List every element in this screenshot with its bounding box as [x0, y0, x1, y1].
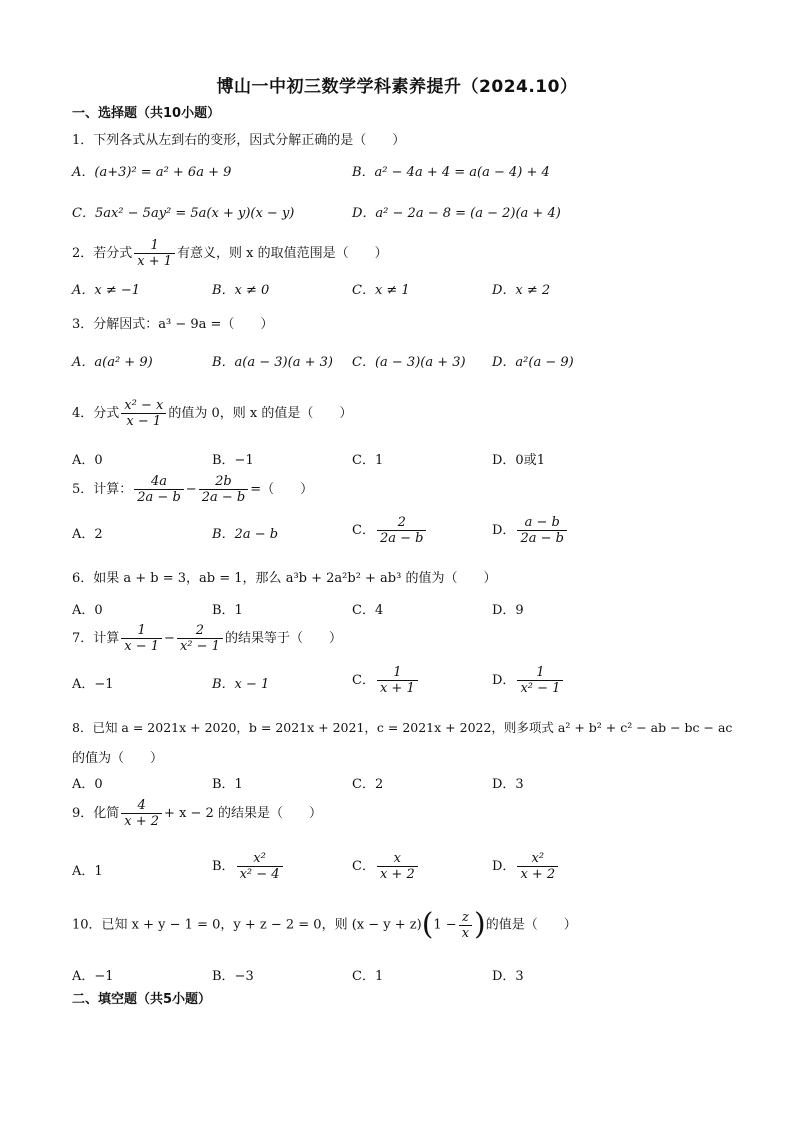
q5-frac2-den: 2a − b: [201, 490, 246, 505]
q5-fraction-2: [199, 475, 249, 504]
q5-optc-num: 2: [377, 516, 427, 531]
q9-optd-den: x + 2: [520, 867, 556, 882]
q5-stem-post: =（ ）: [250, 482, 314, 497]
q3-option-d: D．a²(a − 9): [492, 355, 574, 370]
q7-frac1-den: x − 1: [124, 639, 160, 654]
q5-frac1-den: 2a − b: [137, 490, 181, 505]
q5-option-a: A．2: [72, 527, 103, 542]
question-3-stem: 3．分解因式：a³ − 9a =（ ）: [72, 317, 274, 332]
q2-option-d: D．x ≠ 2: [492, 283, 551, 298]
q7-frac1-num: 1: [121, 624, 162, 639]
q1-option-d: D．a² − 2a − 8 = (a − 2)(a + 4): [352, 206, 561, 221]
q9-option-b: [212, 852, 285, 881]
q3-option-b: B．a(a − 3)(a + 3): [212, 355, 333, 370]
q9-optd-num: x²: [517, 852, 558, 867]
q5-option-c-label: C．: [352, 523, 375, 538]
q3-option-a: A．a(a² + 9): [72, 355, 153, 370]
q7-fraction-1: [121, 624, 162, 653]
q7-optd-num: 1: [517, 666, 563, 681]
q2-frac-den: x + 1: [137, 254, 173, 269]
q7-option-c-label: C．: [352, 673, 375, 688]
q9-option-d-label: D．: [492, 859, 516, 874]
q6-option-a: A．0: [72, 603, 103, 618]
q2-option-a: A．x ≠ −1: [72, 283, 141, 298]
q7-option-c-fraction: [377, 666, 418, 695]
q9-option-c: [352, 852, 420, 881]
q8-option-c: C．2: [352, 777, 384, 792]
question-10-stem: [72, 907, 577, 942]
q5-minus: −: [185, 482, 197, 497]
q4-option-a: A．0: [72, 453, 103, 468]
q7-fraction-2: [177, 624, 223, 653]
q7-optc-num: 1: [377, 666, 418, 681]
q9-option-c-fraction: [377, 852, 418, 881]
q5-option-d-fraction: [517, 516, 567, 545]
q7-optc-den: x + 1: [379, 681, 415, 696]
q10-frac-num: z: [459, 911, 472, 926]
q9-option-d-fraction: [517, 852, 558, 881]
q5-option-c: [352, 516, 428, 545]
q7-frac2-den: x² − 1: [179, 639, 220, 654]
q9-option-d: [492, 852, 560, 881]
q4-frac-num: x² − x: [121, 399, 166, 414]
q9-option-b-fraction: [237, 852, 283, 881]
q9-option-a: A．1: [72, 864, 103, 879]
q9-stem-post: + x − 2 的结果是（ ）: [164, 806, 322, 821]
q8-option-a: A．0: [72, 777, 103, 792]
q10-option-b: B．−3: [212, 969, 254, 984]
q7-minus: −: [164, 631, 175, 646]
q5-option-d-label: D．: [492, 523, 516, 538]
q10-stem-pre: 10．已知 x + y − 1 = 0，y + z − 2 = 0，则 (x − y + z): [72, 917, 422, 933]
q10-right-paren: ): [474, 907, 486, 942]
question-2-stem: [72, 239, 388, 268]
q10-option-d: D．3: [492, 969, 524, 984]
q5-option-b: B．2a − b: [212, 527, 279, 542]
q7-option-d-label: D．: [492, 673, 516, 688]
question-7-stem: [72, 624, 342, 653]
q10-fraction: [459, 911, 472, 940]
q9-option-b-label: B．: [212, 859, 235, 874]
q9-optb-num: x²: [237, 852, 283, 867]
section-heading-fill-in: 二、填空题（共5小题）: [72, 992, 212, 1007]
q4-option-c: C．1: [352, 453, 384, 468]
q1-option-b: B．a² − 4a + 4 = a(a − 4) + 4: [352, 165, 550, 180]
q10-stem-post: 的值是（ ）: [485, 917, 577, 933]
question-4-stem: [72, 399, 352, 428]
q5-frac1-num: 4a: [134, 475, 184, 490]
q10-left-paren: (: [421, 907, 434, 942]
q3-option-c: C．(a − 3)(a + 3): [352, 355, 466, 370]
q7-stem-pre: 7．计算: [72, 631, 120, 646]
q7-option-d-fraction: [517, 666, 563, 695]
q9-optc-den: x + 2: [379, 867, 415, 882]
q1-option-a: A．(a+3)² = a² + 6a + 9: [72, 165, 232, 180]
q10-inner-pre: 1 −: [433, 917, 457, 933]
question-8-stem: 8．已知 a = 2021x + 2020，b = 2021x + 2021，c = 2021x + 2022，则多项式 a² + b² + c² − ab − bc − ac: [72, 720, 733, 735]
q7-frac2-num: 2: [177, 624, 223, 639]
q5-optd-num: a − b: [517, 516, 567, 531]
q7-optd-den: x² − 1: [520, 681, 561, 696]
q2-frac-num: 1: [134, 239, 175, 254]
q9-fraction: [121, 799, 162, 828]
q5-optd-den: 2a − b: [520, 531, 564, 546]
q5-option-c-fraction: [377, 516, 427, 545]
q5-stem-pre: 5．计算：: [72, 482, 133, 497]
q5-option-d: [492, 516, 569, 545]
q2-option-b: B．x ≠ 0: [212, 283, 270, 298]
q5-optc-den: 2a − b: [379, 531, 424, 546]
q2-option-c: C．x ≠ 1: [352, 283, 410, 298]
q2-stem-pre: 2．若分式: [72, 246, 133, 261]
q5-frac2-num: 2b: [199, 475, 249, 490]
question-1-stem: 1．下列各式从左到右的变形，因式分解正确的是（ ）: [72, 133, 406, 148]
q2-stem-post: 有意义，则 x 的取值范围是（ ）: [177, 246, 388, 261]
q9-option-c-label: C．: [352, 859, 375, 874]
q9-optc-num: x: [377, 852, 418, 867]
q4-frac-den: x − 1: [126, 414, 162, 429]
question-8-stem-line-2: 的值为（ ）: [72, 751, 164, 766]
q4-fraction: [121, 399, 166, 428]
q4-stem-pre: 4．分式: [72, 406, 120, 421]
q4-stem-post: 的值为 0，则 x 的值是（ ）: [168, 406, 353, 421]
page-title: 博山一中初三数学学科素养提升（2024.10）: [216, 77, 578, 97]
q2-fraction: [134, 239, 175, 268]
q7-option-c: [352, 666, 420, 695]
q9-frac-den: x + 2: [124, 814, 160, 829]
q8-option-b: B．1: [212, 777, 243, 792]
q7-option-b: B．x − 1: [212, 677, 270, 692]
q10-frac-den: x: [461, 925, 470, 941]
q9-stem-pre: 9．化简: [72, 806, 120, 821]
q6-option-b: B．1: [212, 603, 243, 618]
q4-option-b: B．−1: [212, 453, 254, 468]
q1-option-c: C．5ax² − 5ay² = 5a(x + y)(x − y): [72, 206, 295, 221]
q9-optb-den: x² − 4: [239, 867, 280, 882]
q10-option-a: A．−1: [72, 969, 114, 984]
q5-fraction-1: [134, 475, 184, 504]
question-9-stem: [72, 799, 322, 828]
q7-option-d: [492, 666, 565, 695]
q7-stem-post: 的结果等于（ ）: [224, 631, 342, 646]
q10-option-c: C．1: [352, 969, 384, 984]
q6-option-c: C．4: [352, 603, 384, 618]
section-heading-choice: 一、选择题（共10小题）: [72, 106, 221, 121]
question-5-stem: [72, 475, 313, 504]
q7-option-a: A．−1: [72, 677, 114, 692]
q9-frac-num: 4: [121, 799, 162, 814]
q4-option-d: D．0或1: [492, 453, 545, 468]
q6-option-d: D．9: [492, 603, 524, 618]
q8-option-d: D．3: [492, 777, 524, 792]
question-6-stem: 6．如果 a + b = 3，ab = 1，那么 a³b + 2a²b² + ab³ 的值为（ ）: [72, 571, 497, 586]
